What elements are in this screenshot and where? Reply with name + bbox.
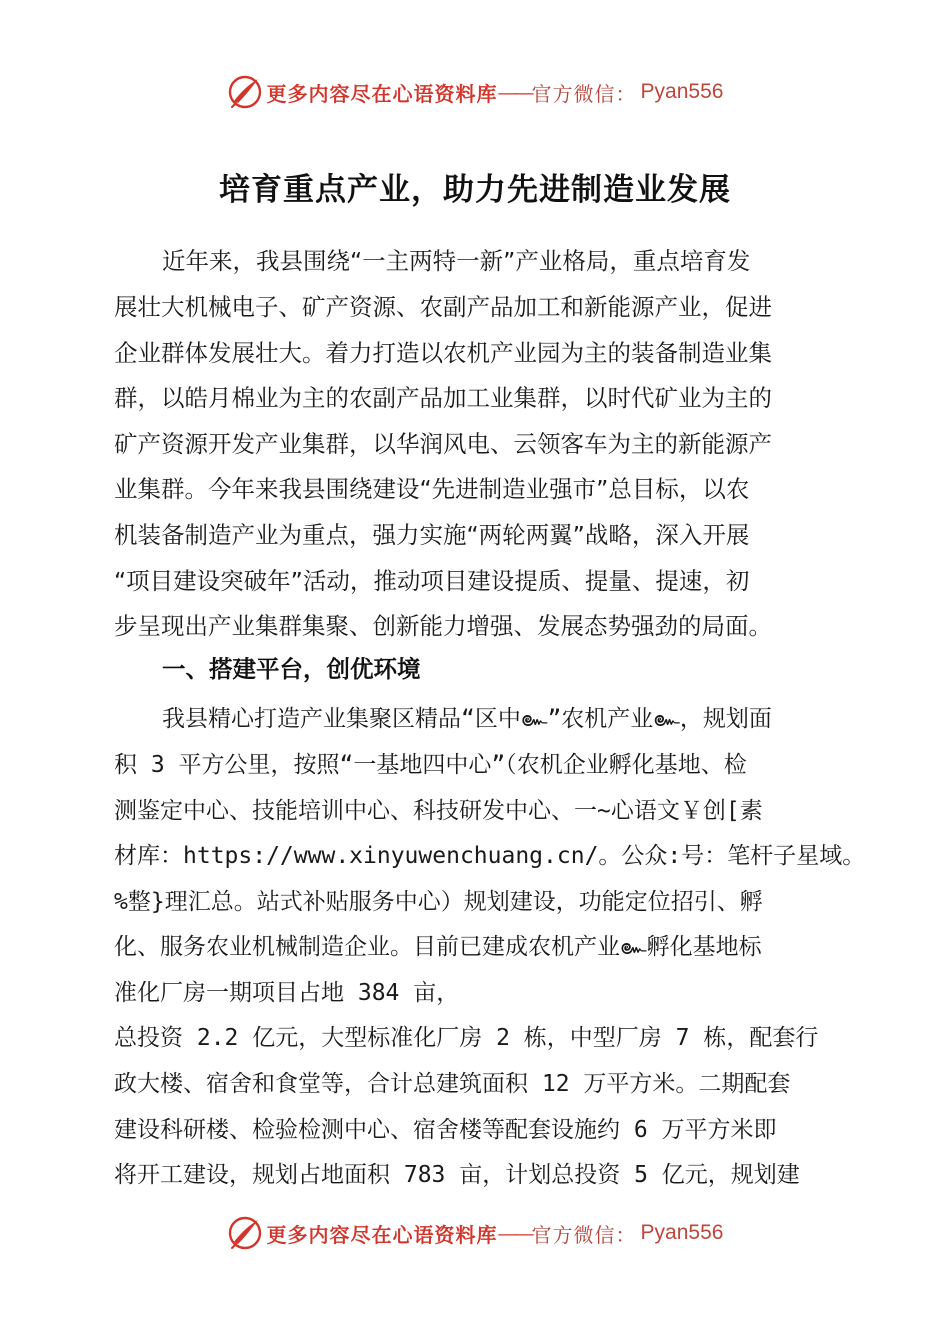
body-line: 群，以皓月棉业为主的农副产品加工业集群，以时代矿业为主的 [114,384,772,412]
body-line: 政大楼、宿舍和食堂等，合计总建筑面积 12 万平方米。二期配套 [114,1071,791,1097]
body-line: 展壮大机械电子、矿产资源、农副产品加工和新能源产业，促进 [114,293,772,321]
body-line: 业集群。今年来我县围绕建设“先进制造业强市”总目标，以农 [114,475,750,503]
body-line: 建设科研楼、检验检测中心、宿舍楼等配套设施约 6 万平方米即 [114,1117,777,1143]
banner-separator: —— [497,1221,532,1245]
banner-wechat-id: Pyan556 [640,80,724,103]
quill-logo-icon [227,1215,263,1251]
banner-brand: 更多内容尽在心语资料库 [266,1222,498,1247]
body-line: 测鉴定中心、技能培训中心、科技研发中心、一~心语文￥创[素 [114,798,763,824]
body-line: 材库：https://www.xinyuwenchuang.cn/。公众:号：笔杆子星域。 [114,843,866,869]
footer-banner [0,1213,950,1253]
body-line: 步呈现出产业集群集聚、创新能力增强、发展态势强劲的局面。 [114,612,772,640]
body-line: 企业群体发展壮大。着力打造以农机产业园为主的装备制造业集 [114,339,772,367]
body-line: %整}理汇总。站式补贴服务中心）规划建设，功能定位招引、孵 [114,889,763,915]
body-line: 我县精心打造产业集聚区精品“区中๛”农机产业๛，规划面 [162,706,772,732]
banner-wechat-label: 官方微信： [531,81,637,106]
header-banner [0,72,950,112]
banner-separator: —— [497,80,532,104]
quill-logo-icon [227,74,263,110]
body-line: 总投资 2.2 亿元，大型标准化厂房 2 栋，中型厂房 7 栋，配套行 [114,1025,819,1051]
body-line: 矿产资源开发产业集群，以华润风电、云领客车为主的新能源产 [114,430,772,458]
banner-wechat-label: 官方微信： [531,1222,637,1247]
document-title: 培育重点产业，助力先进制造业发展 [219,172,731,208]
body-line: 准化厂房一期项目占地 384 亩， [114,980,460,1006]
body-line: 近年来，我县围绕“一主两特一新”产业格局，重点培育发 [162,247,751,275]
body-line: 化、服务农业机械制造企业。目前已建成农机产业๛孵化基地标 [114,934,762,960]
body-line: “项目建设突破年”活动，推动项目建设提质、提量、提速，初 [114,567,750,595]
body-line: 将开工建设，规划占地面积 783 亩，计划总投资 5 亿元，规划建 [114,1162,800,1188]
banner-wechat-id: Pyan556 [640,1221,724,1244]
section-heading: 一、搭建平台，创优环境 [162,655,421,683]
banner-brand: 更多内容尽在心语资料库 [266,81,498,106]
body-line: 积 3 平方公里，按照“一基地四中心”（农机企业孵化基地、检 [114,752,747,778]
body-line: 机装备制造产业为重点，强力实施“两轮两翼”战略，深入开展 [114,521,750,549]
